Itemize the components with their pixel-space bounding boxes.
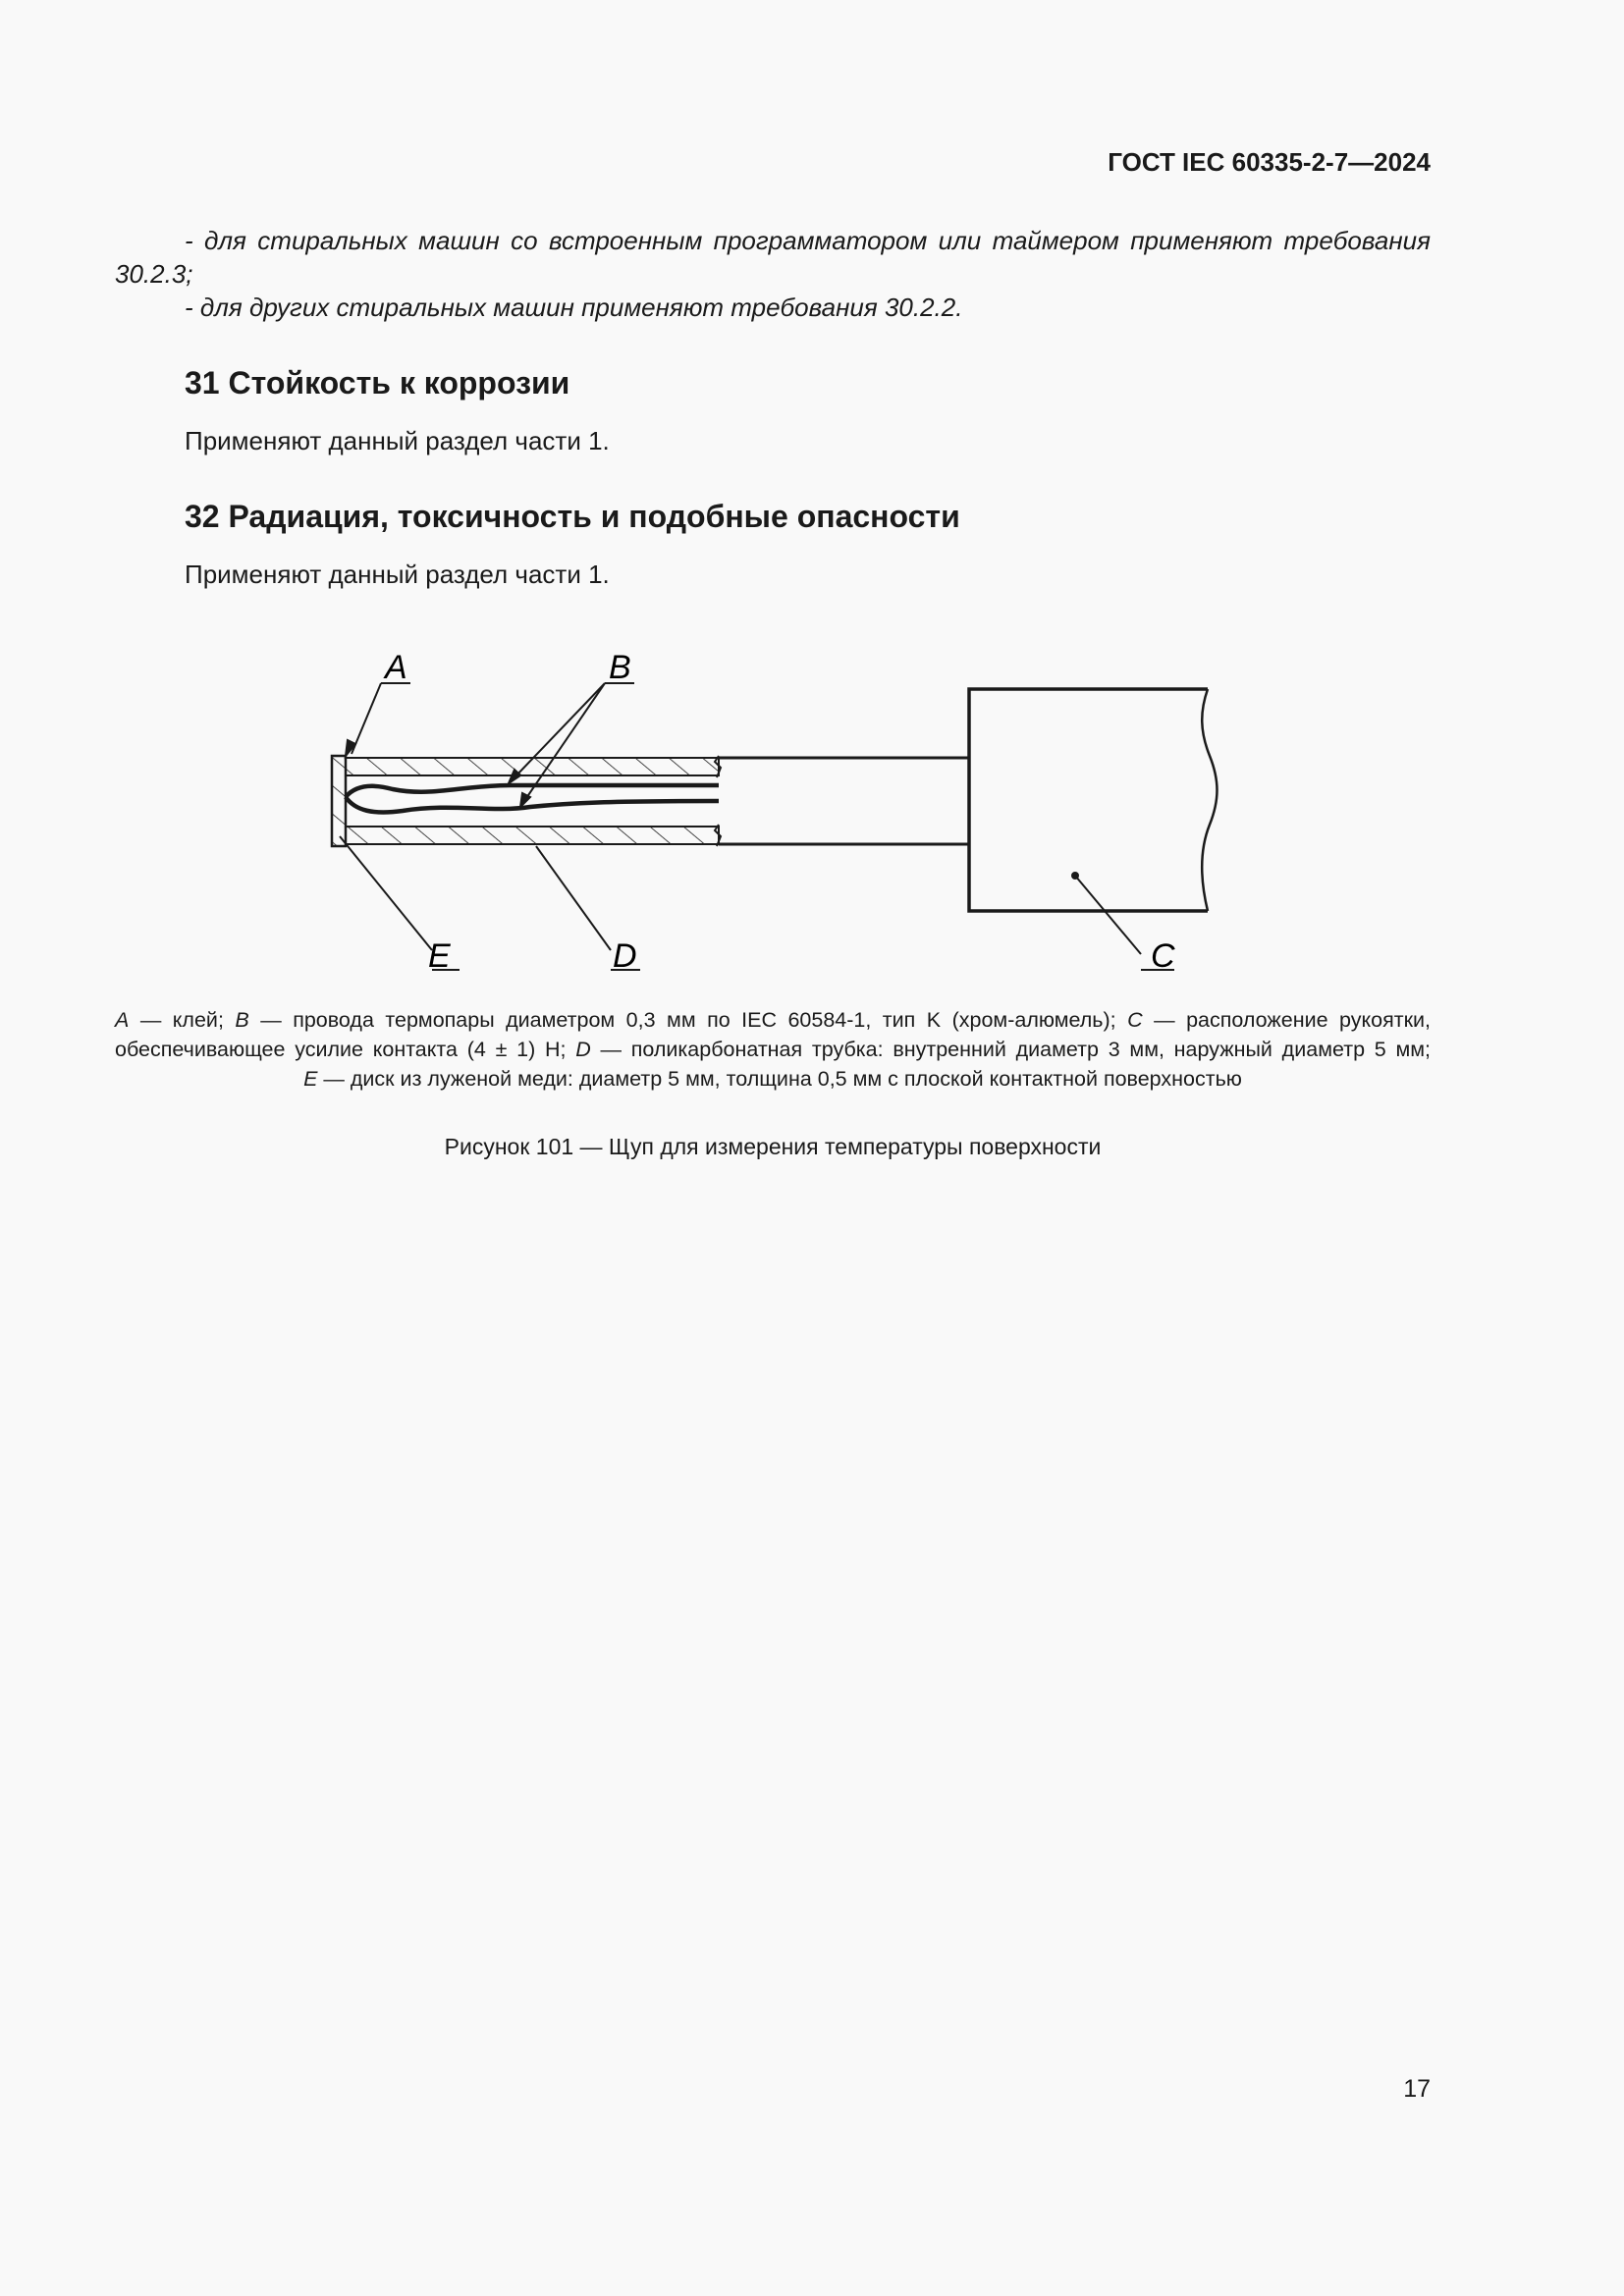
label-c: C [1151, 937, 1175, 975]
figure-legend [115, 1005, 1431, 1094]
disc-e [332, 756, 346, 846]
legend-line [115, 1005, 1431, 1035]
legend-key: B [235, 1008, 249, 1032]
legend-line [115, 1064, 1431, 1094]
legend-line [115, 1035, 1431, 1064]
list-item: - для стиральных машин со встроенным программатором или таймером применяют требования 30.2.3; [115, 226, 1431, 289]
label-e: E [428, 937, 451, 975]
legend-key: E [303, 1067, 318, 1091]
leader-lines [340, 683, 1141, 954]
section-heading: 32 Радиация, токсичность и подобные опасности [185, 499, 960, 534]
list-item: - для других стиральных машин применяют требования 30.2.2. [185, 293, 963, 322]
handle-c [969, 689, 1218, 911]
legend-text: — клей; [129, 1008, 236, 1032]
section-text: Применяют данный раздел части 1. [185, 560, 610, 589]
legend-text: — провода термопары диаметром 0,3 мм по IEC 60584-1, тип K (хром-алюмель); [248, 1008, 1128, 1032]
legend-key: C [1127, 1008, 1143, 1032]
legend-text: обеспечивающее усилие контакта (4 ± 1) Н; [115, 1038, 576, 1061]
legend-key: D [575, 1038, 591, 1061]
section-text: Применяют данный раздел части 1. [185, 426, 610, 455]
section-heading: 31 Стойкость к коррозии [185, 365, 570, 400]
page-number: 17 [1403, 2075, 1431, 2103]
label-b: B [609, 649, 631, 686]
figure-caption: Рисунок 101 — Щуп для измерения температуры поверхности [444, 1134, 1102, 1159]
label-d: D [613, 937, 637, 975]
label-a: A [385, 649, 407, 686]
legend-text: — поликарбонатная трубка: внутренний диаметр 3 мм, наружный диаметр 5 мм; [590, 1038, 1431, 1061]
handle-rod [719, 758, 969, 844]
legend-text: — диск из луженой меди: диаметр 5 мм, толщина 0,5 мм с плоской контактной поверхностью [317, 1067, 1242, 1091]
legend-text: — расположение рукоятки, [1142, 1008, 1431, 1032]
legend-key: A [115, 1008, 130, 1032]
document-code: ГОСТ IEC 60335-2-7—2024 [1108, 147, 1431, 177]
probe-figure [0, 628, 1624, 1001]
